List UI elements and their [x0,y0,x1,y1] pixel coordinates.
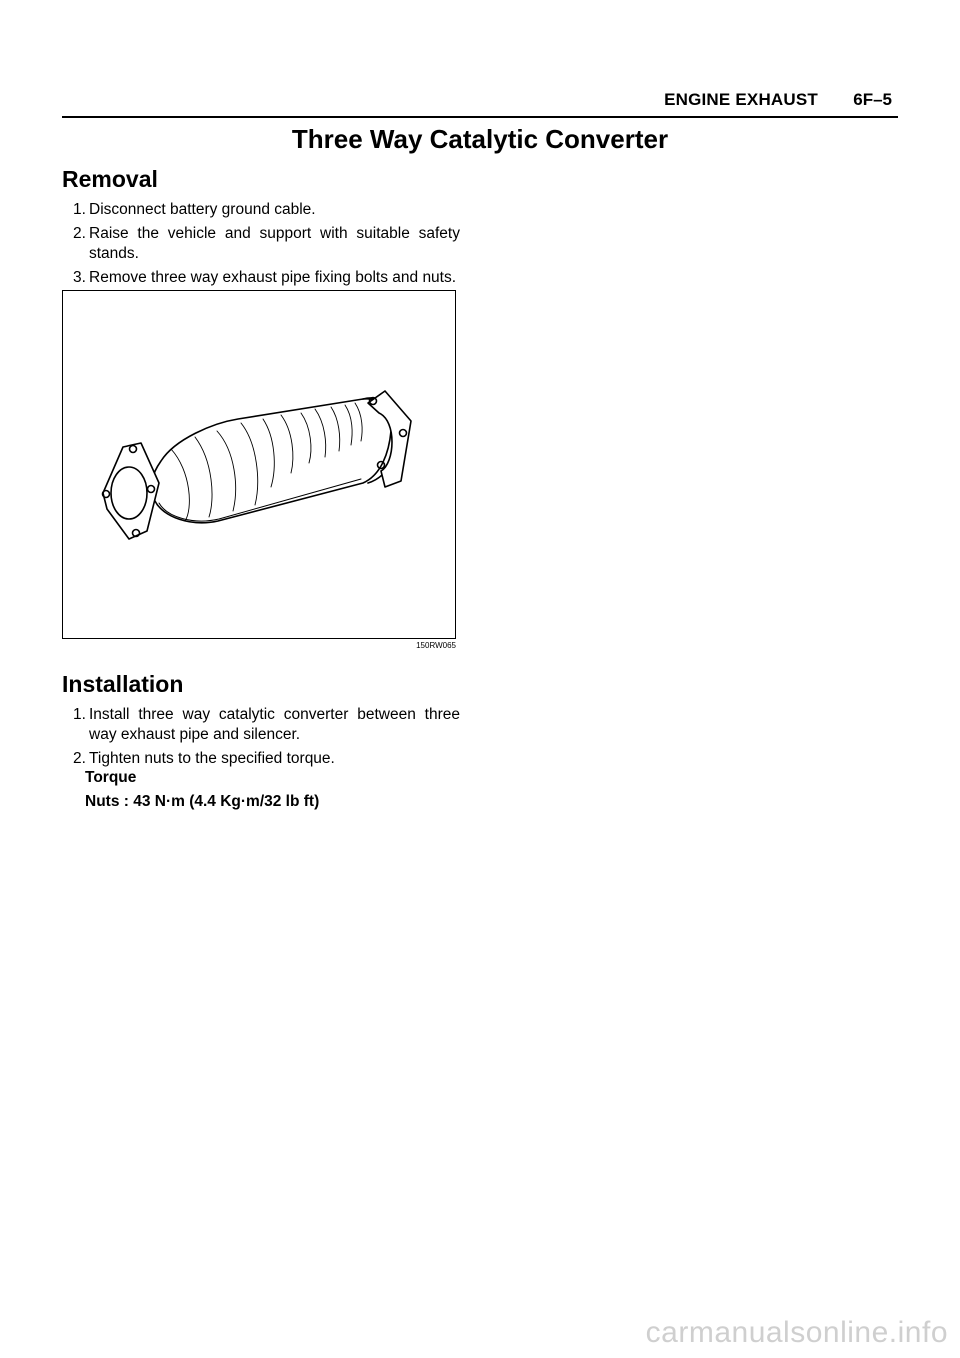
watermark: carmanualsonline.info [645,1316,948,1349]
catalytic-converter-figure [62,290,456,639]
removal-step: 3. Remove three way exhaust pipe fixing bolts and nuts. [73,269,457,286]
section-title: ENGINE EXHAUST [664,90,818,109]
figure-code: 150RW065 [416,641,456,650]
installation-step: 2. Tighten nuts to the specified torque. [73,750,335,767]
torque-value: Nuts : 43 N·m (4.4 Kg·m/32 lb ft) [85,793,320,810]
catalytic-converter-illustration [63,291,457,640]
installation-step: 1. Install three way catalytic converter between three way exhaust pipe and silencer. [73,706,460,743]
removal-step: 1. Disconnect battery ground cable. [73,201,316,218]
page-header [62,88,898,118]
removal-steps [62,200,460,292]
torque-label: Torque [85,769,137,786]
page-title: Three Way Catalytic Converter [291,124,669,154]
removal-heading: Removal [62,166,158,192]
page-number: 6F–5 [853,90,892,109]
removal-step: 2. Raise the vehicle and support with suitable safety stands. [73,225,460,262]
installation-steps [62,705,460,773]
installation-heading: Installation [62,671,184,697]
